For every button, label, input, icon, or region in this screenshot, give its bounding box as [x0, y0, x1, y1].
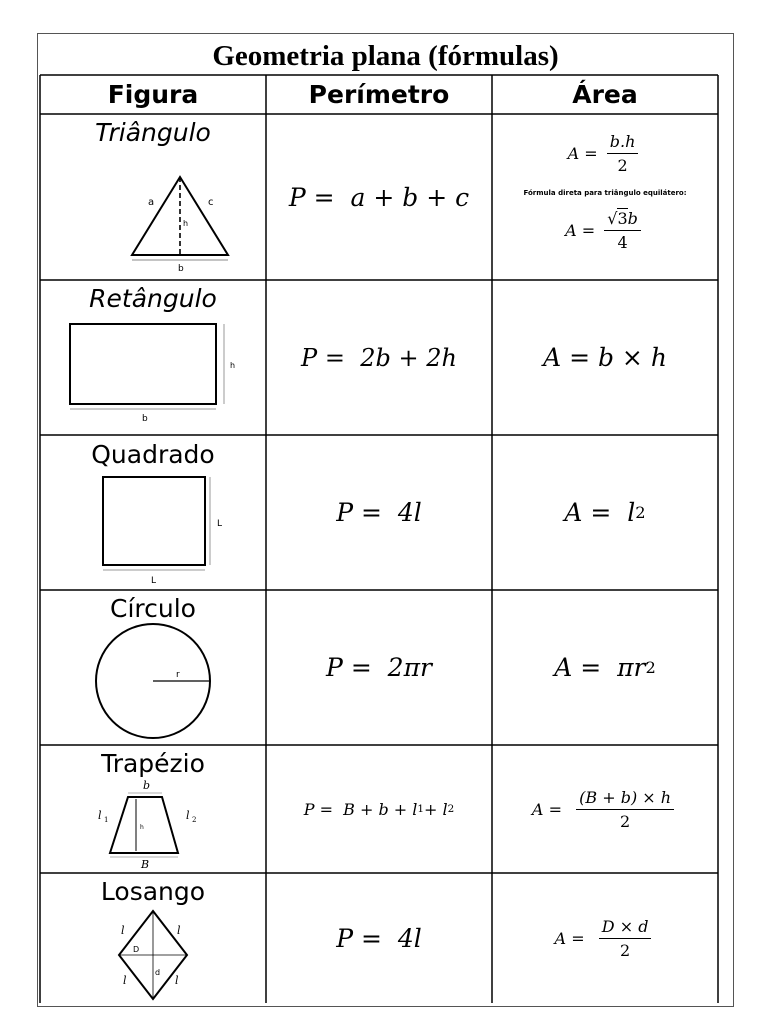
trapezoid-label-l1: l [98, 809, 102, 822]
perimeter-trapezio: P = B + b + l 1 + l 2 [303, 799, 455, 819]
rectangle-diagram [62, 320, 247, 425]
figure-name-quadrado: Quadrado [91, 440, 215, 469]
page-title: Geometria plana (fórmulas) [212, 40, 559, 72]
trapezoid-label-l2: l [186, 809, 190, 822]
triangle-diagram [120, 165, 270, 275]
area-losango: A = $\frac{D \times d}{2}$ [492, 873, 718, 1003]
area-quadrado: A = l 2 [564, 498, 646, 527]
triangle-label-b: b [178, 264, 184, 274]
circle-label-r: r [176, 670, 180, 680]
rhombus-label-l1: l [121, 924, 125, 937]
figure-name-triangulo: Triângulo [95, 118, 211, 147]
rhombus-label-D: D [133, 945, 140, 954]
svg-text:1: 1 [104, 816, 109, 824]
area-retangulo: A = b × h [543, 343, 667, 372]
trapezoid-label-b: b [143, 779, 151, 792]
triangle-label-c: c [208, 197, 214, 208]
rhombus-label-l3: l [123, 974, 127, 987]
trapezoid-label-B: B [141, 858, 150, 870]
figure-name-retangulo: Retângulo [89, 284, 217, 313]
area-circulo: A = πr 2 [554, 653, 656, 682]
perimeter-circulo: P = 2πr [326, 653, 432, 682]
perimeter-quadrado: P = 4l [336, 498, 422, 527]
triangle-label-h: h [183, 219, 189, 228]
header-perimetro: Perímetro [308, 80, 450, 109]
perimeter-symbol: P [288, 182, 306, 212]
figure-name-losango: Losango [100, 877, 206, 906]
trapezoid-label-h: h [140, 824, 144, 831]
square-label-base: L [151, 576, 157, 586]
perimeter-triangulo: P = a + b + c [288, 182, 470, 212]
circle-diagram [88, 622, 218, 740]
area-triangulo-equilatero: A = $\frac{√3b}{4}$ [492, 200, 718, 260]
rectangle-label-b: b [142, 414, 148, 424]
perimeter-losango: P = 4l [336, 923, 422, 953]
perimeter-retangulo: P = 2b + 2h [301, 343, 457, 372]
square-diagram [95, 472, 245, 587]
rhombus-label-l2: l [177, 924, 181, 937]
area-triangulo: A = $\frac{b.h}{2}$ [492, 122, 718, 184]
rectangle-label-h: h [230, 361, 236, 370]
rhombus-diagram [105, 905, 215, 1005]
equilateral-note: Fórmula direta para triângulo equilátero: [523, 189, 687, 197]
svg-text:2: 2 [192, 816, 197, 824]
area-trapezio: A = $\frac{(B + b) \times h}{2}$ [492, 745, 718, 873]
figure-name-trapezio: Trapézio [101, 749, 205, 778]
square-label-side: L [217, 519, 223, 529]
header-area: Área [572, 80, 638, 109]
figure-name-circulo: Círculo [110, 594, 196, 623]
header-figura: Figura [107, 80, 199, 109]
triangle-label-a: a [148, 197, 155, 208]
rhombus-label-l4: l [175, 974, 179, 987]
trapezoid-diagram [90, 775, 220, 870]
rhombus-label-d: d [155, 968, 161, 977]
